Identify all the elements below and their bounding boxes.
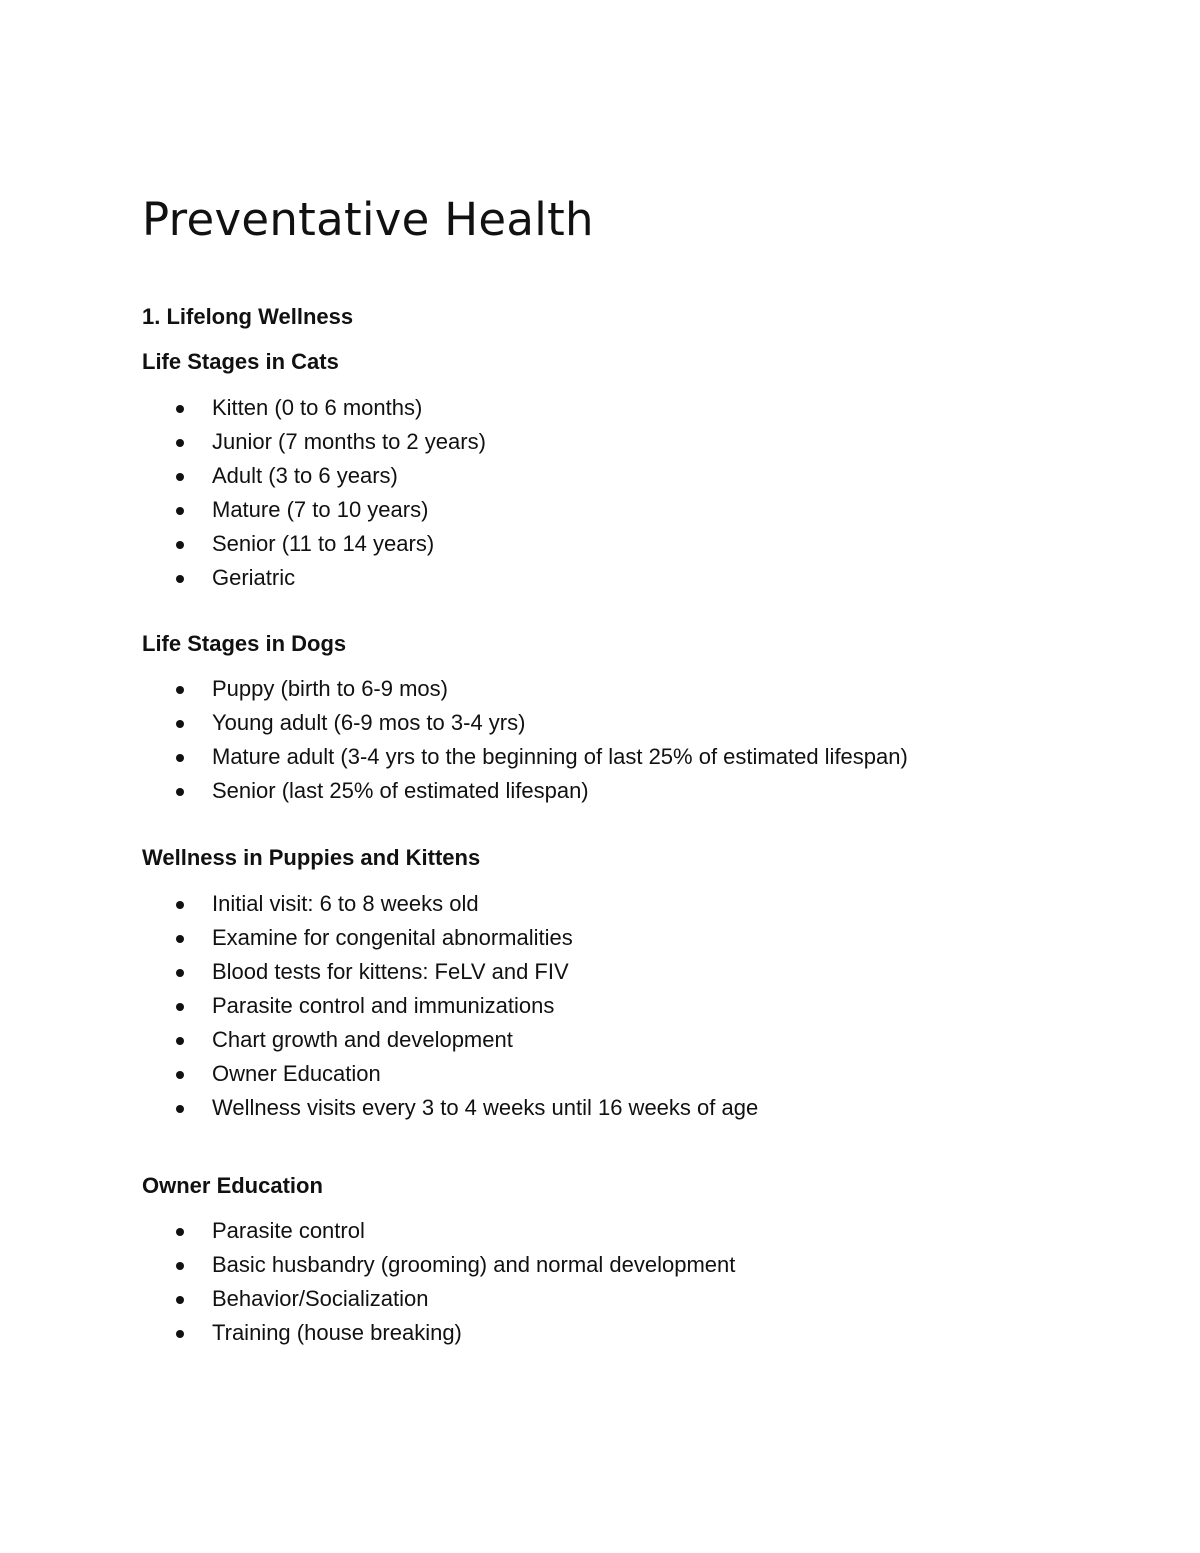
list-item-text: Mature adult (3-4 yrs to the beginning of last 25% of estimated lifespan) bbox=[212, 744, 908, 769]
list-item bbox=[142, 708, 908, 742]
bullet-icon bbox=[176, 541, 184, 549]
list-item-text: Examine for congenital abnormalities bbox=[212, 925, 573, 950]
list-item bbox=[142, 991, 758, 1025]
list-item-text: Blood tests for kittens: FeLV and FIV bbox=[212, 959, 569, 984]
list-item-text: Chart growth and development bbox=[212, 1027, 513, 1052]
list-item bbox=[142, 742, 908, 776]
bullet-icon bbox=[176, 1037, 184, 1045]
list-item-text: Training (house breaking) bbox=[212, 1320, 462, 1345]
list-item bbox=[142, 923, 758, 957]
bullet-icon bbox=[176, 575, 184, 583]
list-item-text: Wellness visits every 3 to 4 weeks until 16 weeks of age bbox=[212, 1095, 759, 1120]
list-item bbox=[142, 674, 908, 708]
wellness-list bbox=[142, 889, 758, 1127]
bullet-icon bbox=[176, 788, 184, 796]
cats-stages-list bbox=[142, 393, 486, 597]
bullet-icon bbox=[176, 720, 184, 728]
bullet-icon bbox=[176, 507, 184, 515]
list-item-text: Geriatric bbox=[212, 565, 296, 590]
subheading-owner-education: Owner Education bbox=[142, 1173, 323, 1198]
list-item-text: Kitten (0 to 6 months) bbox=[212, 395, 423, 420]
list-item-text: Mature (7 to 10 years) bbox=[212, 497, 429, 522]
list-item bbox=[142, 776, 908, 810]
bullet-icon bbox=[176, 1330, 184, 1338]
bullet-icon bbox=[176, 1003, 184, 1011]
dogs-stages-list bbox=[142, 674, 908, 810]
list-item-text: Young adult (6-9 mos to 3-4 yrs) bbox=[212, 710, 526, 735]
list-item bbox=[142, 1216, 735, 1250]
bullet-icon bbox=[176, 969, 184, 977]
list-item bbox=[142, 1093, 758, 1127]
list-item-text: Adult (3 to 6 years) bbox=[212, 463, 398, 488]
list-item bbox=[142, 889, 758, 923]
bullet-icon bbox=[176, 935, 184, 943]
bullet-icon bbox=[176, 754, 184, 762]
list-item-text: Initial visit: 6 to 8 weeks old bbox=[212, 891, 479, 916]
list-item bbox=[142, 563, 486, 597]
section-heading-lifelong-wellness: 1. Lifelong Wellness bbox=[142, 304, 354, 329]
list-item bbox=[142, 1059, 758, 1093]
bullet-icon bbox=[176, 473, 184, 481]
list-item bbox=[142, 529, 486, 563]
bullet-icon bbox=[176, 686, 184, 694]
list-item bbox=[142, 393, 486, 427]
list-item bbox=[142, 1250, 735, 1284]
list-item bbox=[142, 1318, 735, 1352]
list-item-text: Behavior/Socialization bbox=[212, 1286, 429, 1311]
list-item-text: Puppy (birth to 6-9 mos) bbox=[212, 676, 448, 701]
list-item bbox=[142, 1284, 735, 1318]
subheading-wellness-puppies-kittens: Wellness in Puppies and Kittens bbox=[142, 845, 481, 870]
list-item bbox=[142, 427, 486, 461]
list-item bbox=[142, 461, 486, 495]
owner-education-list bbox=[142, 1216, 735, 1352]
list-item-text: Senior (11 to 14 years) bbox=[212, 531, 435, 556]
subheading-life-stages-cats: Life Stages in Cats bbox=[142, 349, 339, 374]
bullet-icon bbox=[176, 1071, 184, 1079]
bullet-icon bbox=[176, 1262, 184, 1270]
subheading-life-stages-dogs: Life Stages in Dogs bbox=[142, 631, 347, 656]
list-item-text: Parasite control and immunizations bbox=[212, 993, 555, 1018]
list-item-text: Junior (7 months to 2 years) bbox=[212, 429, 486, 454]
bullet-icon bbox=[176, 1105, 184, 1113]
document-title: Preventative Health bbox=[142, 193, 594, 246]
list-item bbox=[142, 495, 486, 529]
bullet-icon bbox=[176, 1228, 184, 1236]
bullet-icon bbox=[176, 1296, 184, 1304]
list-item bbox=[142, 957, 758, 991]
list-item bbox=[142, 1025, 758, 1059]
bullet-icon bbox=[176, 439, 184, 447]
list-item-text: Parasite control bbox=[212, 1218, 365, 1243]
list-item-text: Owner Education bbox=[212, 1061, 381, 1086]
bullet-icon bbox=[176, 405, 184, 413]
bullet-icon bbox=[176, 901, 184, 909]
list-item-text: Senior (last 25% of estimated lifespan) bbox=[212, 778, 589, 803]
list-item-text: Basic husbandry (grooming) and normal development bbox=[212, 1252, 736, 1277]
